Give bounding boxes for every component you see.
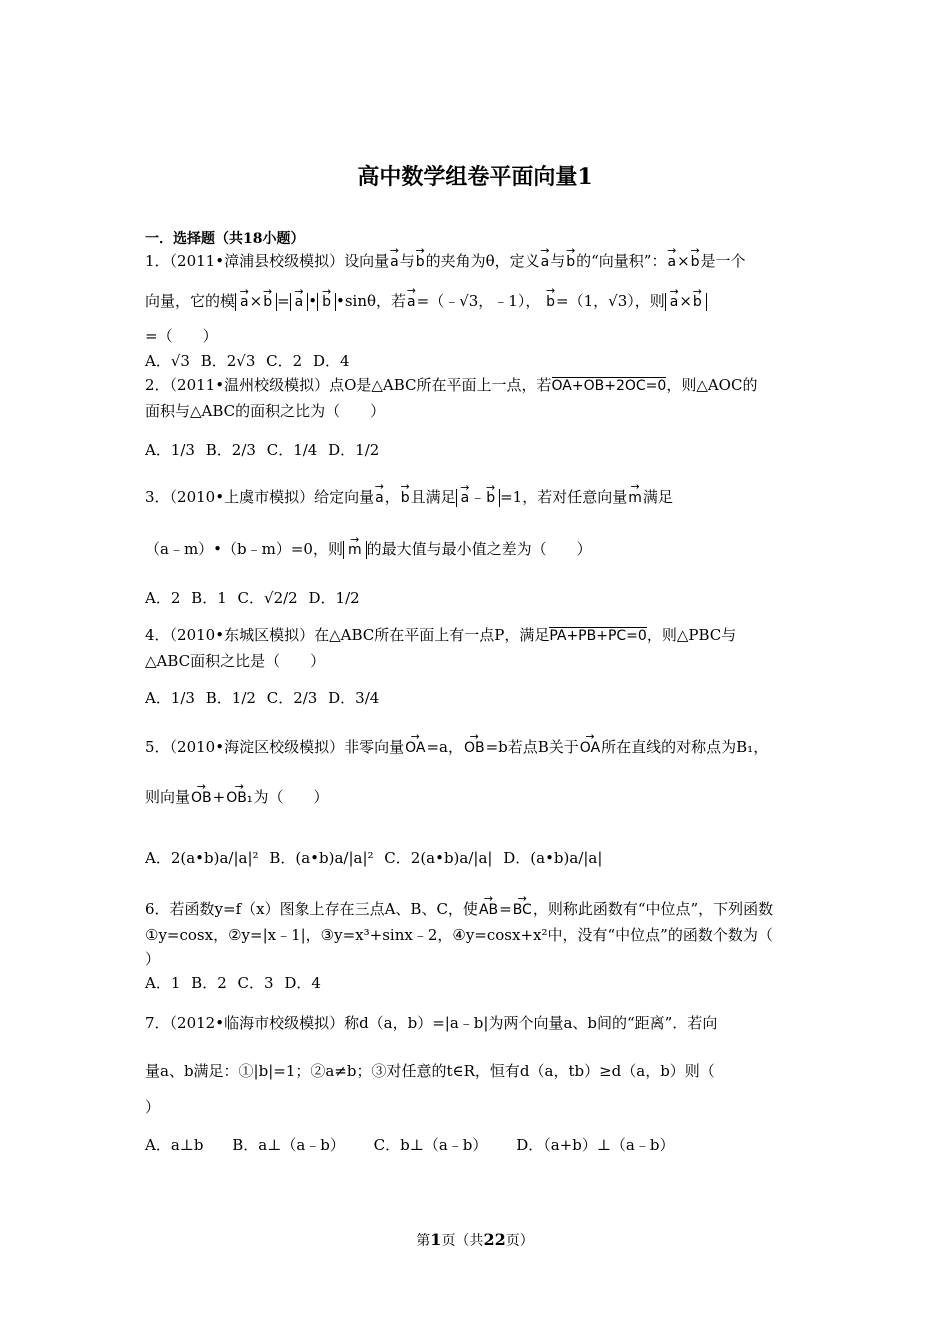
- q6-line3: ）: [145, 950, 161, 968]
- q6-options: [145, 972, 810, 994]
- q3-option-d[interactable]: D．1/2: [308, 589, 360, 607]
- q1-option-c[interactable]: C．2: [266, 352, 303, 370]
- q7-line3: ）: [145, 1098, 161, 1116]
- q7-option-a[interactable]: A．a⊥b: [145, 1136, 204, 1154]
- q7-option-c[interactable]: C．b⊥（a﹣b）: [373, 1136, 488, 1154]
- q7-line1: 7．（2012•临海市校级模拟）称d（a，b）=|a﹣b|为两个向量a、b间的“距离”．若向: [145, 1014, 718, 1032]
- q1-option-b[interactable]: B．2√3: [200, 352, 256, 370]
- q4-options: [145, 678, 810, 718]
- q2-line2: 面积与△ABC的面积之比为（ ）: [145, 402, 386, 420]
- q7-option-d[interactable]: D．（a+b）⊥（a﹣b）: [516, 1136, 675, 1154]
- page-footer: 第1页（共22页）: [416, 1230, 534, 1249]
- q1-line1: 1．（2011•漳浦县校级模拟）设向量→ a与→ b的夹角为θ，定义→ a与→ b的“向量积”：→ a×→ b是一个: [145, 250, 810, 273]
- page-title: 高中数学组卷平面向量1: [357, 164, 593, 190]
- q6-option-d[interactable]: D．4: [284, 974, 321, 992]
- q3-option-a[interactable]: A．2: [145, 589, 181, 607]
- q5-option-a[interactable]: A．2(a•b)a/|a|²: [145, 849, 259, 867]
- q7-line2: 量a、b满足：①|b|=1；②a≠b；③对任意的t∈R，恒有d（a，tb）≥d（a，b）则（: [145, 1062, 715, 1080]
- section-heading: 一．选择题（共18小题）: [145, 231, 305, 247]
- q2-option-d[interactable]: D．1/2: [328, 441, 380, 459]
- q7-option-b[interactable]: B．a⊥（a﹣b）: [232, 1136, 345, 1154]
- q1-options: [145, 350, 810, 372]
- q4-option-a[interactable]: A．1/3: [145, 689, 195, 707]
- q3-options: [145, 578, 810, 618]
- q4-option-d[interactable]: D．3/4: [328, 689, 380, 707]
- q5-line1: 5．（2010•海淀区校级模拟）非零向量→ OA=a，→ OB=b若点B关于→ OA所在直线的对称点为B₁，: [145, 736, 810, 759]
- q6-option-c[interactable]: C．3: [237, 974, 274, 992]
- q1-line2: 向量，它的模→ a×→ b =→ a •→ b •sinθ，若→ a=（﹣√3，﹣1）， → b=（1，√3），则→ a×→ b: [145, 290, 810, 313]
- q3-line1: 3．（2010•上虞市模拟）给定向量→ a，→ b且满足→ a﹣→ b =1，若对任意向量→ m满足: [145, 486, 810, 509]
- q6-option-b[interactable]: B．2: [191, 974, 227, 992]
- q2-vector-equation: OA+OB+2OC=0: [551, 378, 667, 394]
- q6-option-a[interactable]: A．1: [145, 974, 181, 992]
- q1-option-a[interactable]: A．√3: [145, 352, 190, 370]
- q1-option-d[interactable]: D．4: [312, 352, 350, 370]
- q4-vector-equation: PA+PB+PC=0: [549, 628, 647, 644]
- q4-option-b[interactable]: B．1/2: [205, 689, 256, 707]
- q3-option-b[interactable]: B．1: [191, 589, 227, 607]
- q5-line2: 则向量→ OB+→ OB₁为（ ）: [145, 786, 810, 809]
- q6-line2: ①y=cosx，②y=|x﹣1|，③y=x³+sinx﹣2，④y=cosx+x²中，没有“中位点”的函数个数为（: [145, 926, 773, 944]
- q2-option-a[interactable]: A．1/3: [145, 441, 195, 459]
- page-total: 22: [483, 1230, 506, 1249]
- q2-line1: 2．（2011•温州校级模拟）点O是△ABC所在平面上一点，若OA+OB+2OC=0，则△AOC的: [145, 376, 758, 394]
- q3-option-c[interactable]: C．√2/2: [237, 589, 298, 607]
- q2-option-b[interactable]: B．2/3: [205, 441, 256, 459]
- q5-options: [145, 838, 810, 878]
- q2-options: [145, 430, 810, 470]
- q5-option-b[interactable]: B．(a•b)a/|a|²: [269, 849, 374, 867]
- q4-option-c[interactable]: C．2/3: [266, 689, 318, 707]
- q2-option-c[interactable]: C．1/4: [266, 441, 318, 459]
- q6-line1: 6．若函数y=f（x）图象上存在三点A、B、C，使→ AB=→ BC，则称此函数有“中位点”，下列函数: [145, 898, 810, 921]
- page-number: 1: [430, 1230, 442, 1249]
- q3-line2: （a﹣m）•（b﹣m）=0，则→ m 的最大值与最小值之差为（ ）: [145, 538, 810, 560]
- q4-line2: △ABC面积之比是（ ）: [145, 652, 326, 670]
- q7-options: [145, 1134, 810, 1156]
- q1-line3: =（ ）: [145, 327, 218, 345]
- q5-option-d[interactable]: D．(a•b)a/|a|: [503, 849, 603, 867]
- q5-option-c[interactable]: C．2(a•b)a/|a|: [384, 849, 493, 867]
- q4-line1: 4．（2010•东城区模拟）在△ABC所在平面上有一点P，满足PA+PB+PC=0，则△PBC与: [145, 626, 737, 644]
